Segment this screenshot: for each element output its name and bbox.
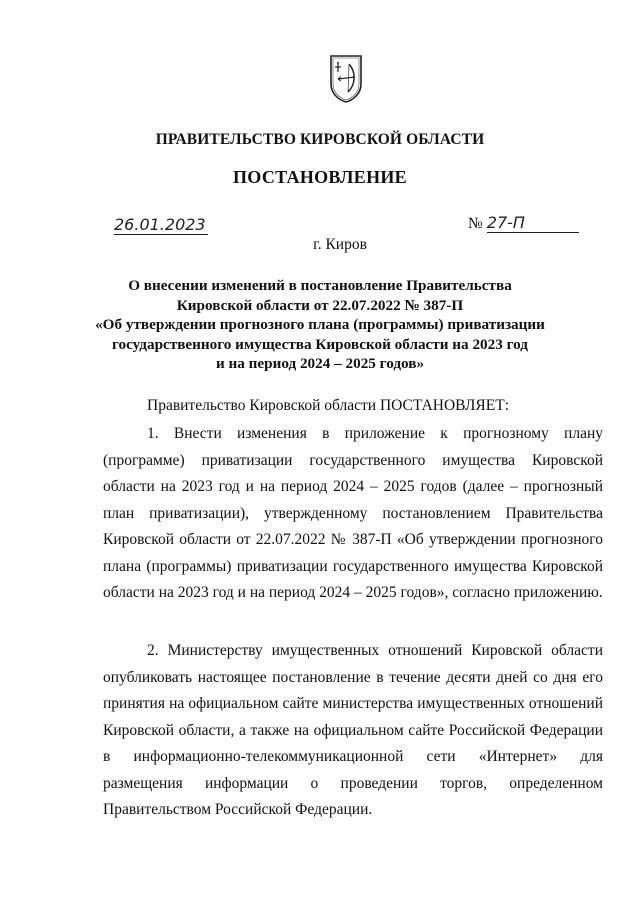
coat-of-arms-icon [329, 54, 363, 104]
number-label: № [468, 215, 483, 232]
document-type: ПОСТАНОВЛЕНИЕ [233, 167, 407, 187]
document-number [468, 214, 579, 233]
document-title [60, 276, 580, 374]
title-line: и на период 2024 – 2025 годов» [215, 355, 425, 372]
title-line: государственного имущества Кировской области на 2023 год [112, 335, 528, 353]
city-name: г. Киров [313, 236, 367, 253]
number-value: 27-П [487, 214, 579, 233]
title-line: О внесении изменений в постановление Правительства [128, 277, 512, 294]
title-line: Кировской области от 22.07.2022 № 387-П [176, 296, 464, 314]
paragraph-2: 2. Министерству имущественных отношений Кировской области опубликовать настоящее постановление в течение десяти дней со дня его принятия на официальном сайте министерства имущественных отношений Кировской области, а также на официальном сайте Российской Федерации в информационно-телекоммуникационной сети «Интернет» для размещения информации о проведении торгов, определенном Правительством Российской Федерации. [103, 642, 603, 818]
document-date: 26.01.2023 [114, 215, 206, 234]
paragraph-1: 1. Внести изменения в приложение к прогнозному плану (программе) приватизации государственного имущества Кировской области на 2023 год и на период 2024 – 2025 годов (далее – прогнозный план приватизации), утвержденному постановлением Правительства Кировской области от 22.07.2022 № 387-П «Об утверждении прогнозного плана (программы) приватизации государственного имущества Кировской области на 2023 год и на период 2024 – 2025 годов», согласно приложению. [103, 425, 603, 601]
city [0, 236, 640, 254]
intro-paragraph: Правительство Кировской области ПОСТАНОВЛЯЕТ: [147, 397, 510, 414]
title-line: «Об утверждении прогнозного плана (программы) приватизации [95, 316, 545, 333]
government-name: ПРАВИТЕЛЬСТВО КИРОВСКОЙ ОБЛАСТИ [155, 131, 485, 148]
